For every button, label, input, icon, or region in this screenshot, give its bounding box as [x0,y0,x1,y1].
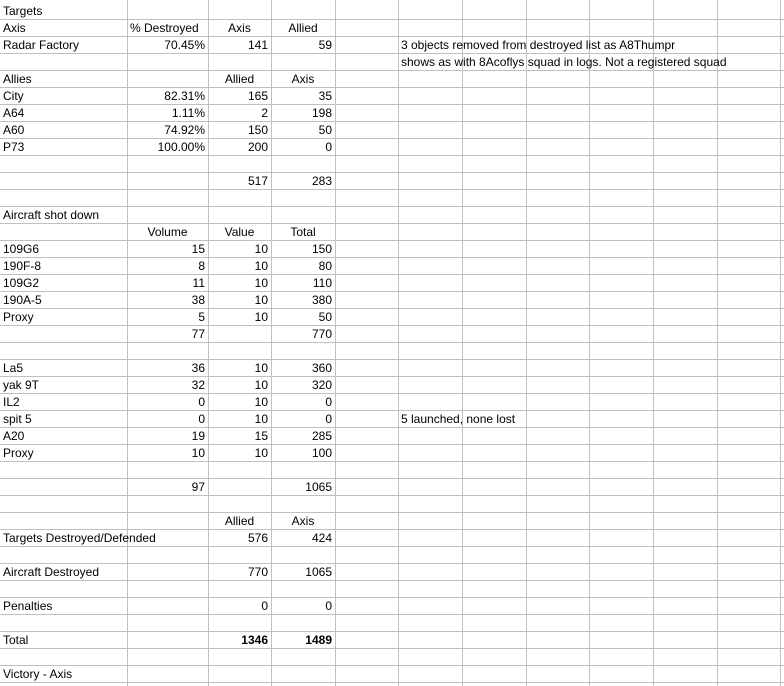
aircraft-total: 360 [311,361,332,375]
aircraft-total: 380 [311,293,332,307]
allies-target-name: City [3,89,24,103]
row-divider [0,495,784,496]
row-divider [0,614,784,615]
row-divider [0,410,784,411]
targets-side: Axis [3,21,26,35]
column-divider [653,0,654,686]
aircraft-volume: 32 [191,378,205,392]
aircraft-total: 50 [318,310,332,324]
row-divider [0,155,784,156]
victory-result: Victory - Axis [3,667,73,681]
allies-target-axis: 50 [318,123,332,137]
row-divider [0,257,784,258]
targets-note-line2: shows as with 8Acoflys squad in logs. Not a registered squad [401,55,727,69]
aircraft-value: 10 [254,395,268,409]
summary-label: Aircraft Destroyed [3,565,100,579]
column-divider [526,0,527,686]
aircraft-total: 0 [325,412,332,426]
targets-note-line1: 3 objects removed from destroyed list as A8Thumpr [401,38,676,52]
aircraft-name: Proxy [3,310,34,324]
target-axis: 141 [247,38,268,52]
column-divider [398,0,399,686]
aircraft-name: A20 [3,429,25,443]
axis-aircraft-total-sum: 770 [311,327,332,341]
grand-total-axis: 1489 [305,633,332,647]
allies-total-allied: 517 [247,174,268,188]
summary-label: Targets Destroyed/Defended [3,531,156,545]
row-divider [0,121,784,122]
row-divider [0,461,784,462]
row-divider [0,478,784,479]
row-divider [0,104,784,105]
aircraft-value: 10 [254,378,268,392]
column-divider [780,0,781,686]
row-divider [0,172,784,173]
aircraft-value: 10 [254,361,268,375]
aircraft-name: Proxy [3,446,34,460]
summary-label: Penalties [3,599,53,613]
row-divider [0,597,784,598]
aircraft-total: 80 [318,259,332,273]
aircraft-name: 190F-8 [3,259,42,273]
row-divider [0,682,784,683]
aircraft-total: 150 [311,242,332,256]
column-divider [589,0,590,686]
col-header-total: Total [290,225,316,239]
row-divider [0,427,784,428]
column-divider [717,0,718,686]
col-header-volume: Volume [147,225,188,239]
row-divider [0,376,784,377]
aircraft-title: Aircraft shot down [3,208,100,222]
aircraft-total: 0 [325,395,332,409]
summary-col-header-allied: Allied [224,514,255,528]
aircraft-total: 110 [312,276,332,290]
allies-target-name: A60 [3,123,25,137]
summary-col-header-axis: Axis [291,514,315,528]
aircraft-value: 10 [254,276,268,290]
aircraft-volume: 38 [191,293,205,307]
allies-target-axis: 35 [318,89,332,103]
aircraft-volume: 0 [198,412,205,426]
allied-aircraft-volume-sum: 97 [191,480,205,494]
allies-target-allied: 150 [247,123,268,137]
targets-title: Targets [3,4,43,18]
row-divider [0,189,784,190]
aircraft-value: 10 [254,242,268,256]
aircraft-name: La5 [3,361,24,375]
row-divider [0,274,784,275]
row-divider [0,631,784,632]
allies-target-allied: 200 [247,140,268,154]
aircraft-volume: 0 [198,395,205,409]
row-divider [0,580,784,581]
axis-aircraft-volume-sum: 77 [191,327,205,341]
row-divider [0,223,784,224]
summary-allied: 576 [247,531,268,545]
aircraft-volume: 19 [191,429,205,443]
col-header-axis: Axis [228,21,251,35]
allies-target-allied: 2 [261,106,268,120]
aircraft-note: 5 launched, none lost [401,412,516,426]
aircraft-value: 10 [254,446,268,460]
aircraft-value: 10 [254,259,268,273]
aircraft-value: 10 [254,293,268,307]
allies-col-header-axis: Axis [291,72,315,86]
allies-target-destroyed: 74.92% [164,123,205,137]
target-name: Radar Factory [3,38,80,52]
allies-target-name: A64 [3,106,25,120]
allies-target-axis: 0 [325,140,332,154]
aircraft-value: 15 [254,429,268,443]
aircraft-name: IL2 [3,395,20,409]
aircraft-total: 285 [311,429,332,443]
aircraft-total: 100 [311,446,332,460]
summary-allied: 770 [247,565,268,579]
summary-axis: 424 [311,531,332,545]
grand-total-label: Total [3,633,29,647]
allies-col-header-allied: Allied [224,72,255,86]
aircraft-volume: 15 [191,242,205,256]
summary-axis: 1065 [305,565,332,579]
summary-allied: 0 [261,599,268,613]
allies-title: Allies [3,72,32,86]
aircraft-value: 10 [254,310,268,324]
col-header-allied: Allied [288,21,318,35]
aircraft-name: yak 9T [3,378,40,392]
row-divider [0,393,784,394]
aircraft-name: 109G2 [3,276,40,290]
allies-target-allied: 165 [247,89,268,103]
column-divider [462,0,463,686]
row-divider [0,444,784,445]
row-divider [0,648,784,649]
allied-aircraft-total-sum: 1065 [305,480,332,494]
row-divider [0,325,784,326]
row-divider [0,291,784,292]
row-divider [0,206,784,207]
column-divider [335,0,336,686]
row-divider [0,665,784,666]
aircraft-value: 10 [254,412,268,426]
aircraft-volume: 5 [198,310,205,324]
row-divider [0,240,784,241]
aircraft-volume: 10 [191,446,205,460]
col-header-value: Value [224,225,255,239]
row-divider [0,342,784,343]
aircraft-name: 190A-5 [3,293,42,307]
row-divider [0,512,784,513]
target-allied: 59 [318,38,332,52]
col-header-destroyed: % Destroyed [130,21,199,35]
aircraft-volume: 8 [198,259,205,273]
allies-total-axis: 283 [311,174,332,188]
allies-target-name: P73 [3,140,25,154]
aircraft-name: spit 5 [3,412,32,426]
allies-target-destroyed: 82.31% [164,89,205,103]
aircraft-total: 320 [311,378,332,392]
target-destroyed: 70.45% [164,38,205,52]
row-divider [0,359,784,360]
aircraft-volume: 11 [192,276,205,290]
row-divider [0,87,784,88]
aircraft-volume: 36 [191,361,205,375]
row-divider [0,138,784,139]
summary-axis: 0 [325,599,332,613]
row-divider [0,19,784,20]
allies-target-destroyed: 1.11% [171,106,205,120]
allies-target-axis: 198 [311,106,332,120]
row-divider [0,308,784,309]
allies-target-destroyed: 100.00% [157,140,205,154]
row-divider [0,563,784,564]
aircraft-name: 109G6 [3,242,40,256]
grand-total-allied: 1346 [241,633,268,647]
